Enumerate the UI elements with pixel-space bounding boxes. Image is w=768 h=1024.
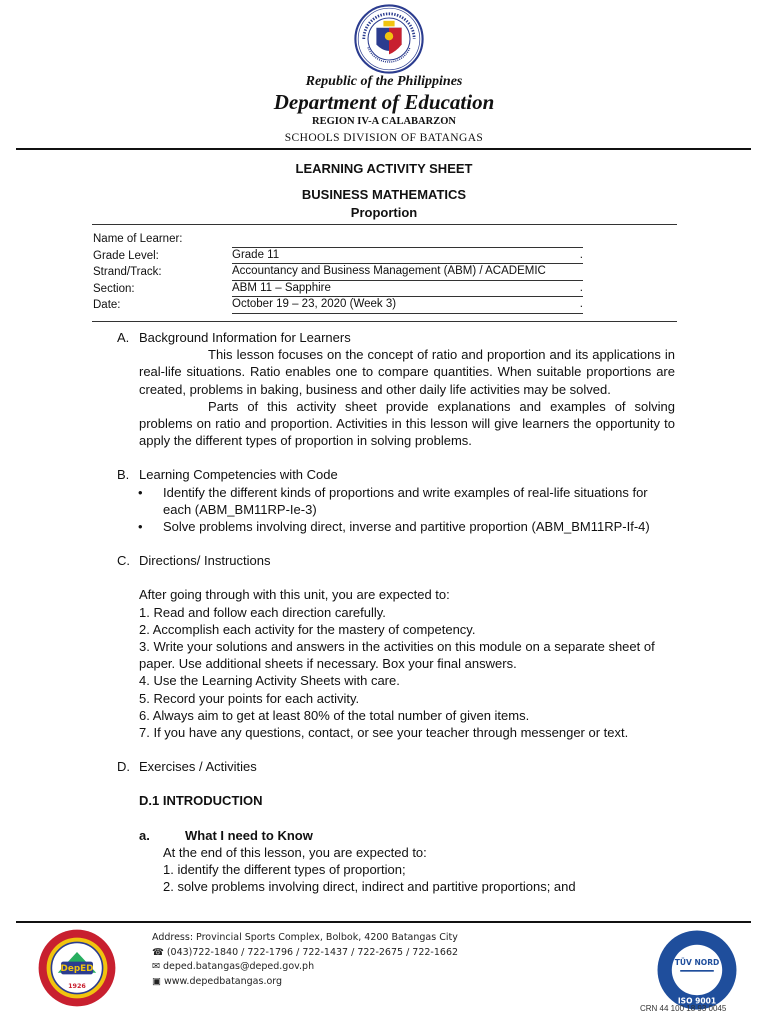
computer-icon: ▣ [152, 975, 161, 987]
section-d-letter: D. [117, 759, 130, 775]
left-logo-text: DepED [60, 964, 94, 975]
info-row-section [93, 281, 583, 298]
section-b-title: Learning Competencies with Code [139, 467, 338, 483]
crn-number: CRN 44 100 18 93 0045 [640, 1004, 727, 1013]
bullet-icon: • [138, 484, 143, 500]
d1a-intro: At the end of this lesson, you are expected to: [163, 844, 427, 860]
footer-email-line [152, 960, 458, 975]
d1a-item-2: 2. solve problems involving direct, indirect and partitive proportions; and [163, 879, 576, 895]
strand-value: Accountancy and Business Management (ABM) / ACADEMIC [232, 264, 583, 281]
left-logo-year: 1926 [68, 982, 86, 990]
section-d-title: Exercises / Activities [139, 759, 257, 775]
republic-heading: Republic of the Philippines [305, 74, 463, 89]
d1a-letter: a. [139, 827, 150, 843]
deped-batangas-logo [37, 928, 117, 1008]
envelope-icon: ✉ [152, 961, 160, 972]
deped-seal-logo [354, 4, 424, 74]
d1a-heading [117, 827, 675, 844]
footer-phone-line [152, 946, 458, 961]
info-top-divider [92, 224, 677, 225]
section-c-title: Directions/ Instructions [139, 553, 271, 569]
section-d-heading [117, 758, 675, 775]
footer-email[interactable]: deped.batangas@deped.gov.ph [162, 961, 315, 972]
directions-intro: After going through with this unit, you are expected to: [139, 587, 450, 603]
competency-list [117, 484, 675, 536]
info-bottom-divider [92, 321, 677, 322]
direction-item-7: 7. If you have any questions, contact, or see your teacher through messenger or text. [139, 725, 629, 741]
subject-title: BUSINESS MATHEMATICS [301, 187, 467, 202]
d1-introduction-heading: D.1 INTRODUCTION [139, 793, 263, 809]
info-row-strand [93, 264, 583, 281]
d1a-title: What I need to Know [185, 827, 313, 843]
section-b-heading [117, 466, 675, 483]
info-row-grade [93, 248, 583, 265]
section-field [232, 281, 583, 298]
tuv-nord-iso-logo [655, 928, 739, 1012]
date-label: Date: [93, 299, 121, 311]
date-field [232, 297, 583, 314]
footer-phone: (043)722-1840 / 722-1796 / 722-1437 / 722-2675 / 722-1662 [166, 946, 459, 958]
section-a-paragraph-1: This lesson focuses on the concept of ratio and proportion and its applications in real-life situations. Ratio enables one to compare quantities. When suitable proportions are created, problems in baking, business and other daily life activities may be solved. [139, 347, 675, 397]
footer-divider [16, 921, 751, 923]
info-row-name [93, 231, 583, 248]
section-value: ABM 11 – Sapphire [232, 281, 331, 294]
section-dot: . [579, 281, 583, 294]
footer-website-line [152, 975, 458, 990]
topic-title: Proportion [350, 205, 418, 220]
section-a-paragraph-2: Parts of this activity sheet provide explanations and examples of solving problems on ratio and proportion. Activities in this lesson will give learners the opportunity to apply the different types of proportion in solving problems. [139, 398, 675, 449]
section-c-heading [117, 552, 675, 569]
grade-field [232, 248, 583, 265]
direction-item-1: 1. Read and follow each direction carefully. [139, 604, 386, 620]
section-b-letter: B. [117, 467, 130, 483]
name-field[interactable] [232, 231, 583, 248]
list-item [138, 518, 675, 535]
direction-item-4: 4. Use the Learning Activity Sheets with care. [139, 673, 400, 689]
grade-label: Grade Level: [93, 249, 159, 262]
info-row-date [93, 297, 583, 314]
learner-info-block [93, 231, 583, 314]
bullet-icon: • [138, 519, 143, 535]
grade-value: Grade 11 [232, 248, 280, 261]
direction-item-2: 2. Accomplish each activity for the mastery of competency. [139, 621, 476, 637]
strand-label: Strand/Track: [93, 266, 162, 278]
section-a-title: Background Information for Learners [139, 330, 351, 345]
grade-dot: . [579, 248, 583, 261]
section-c-letter: C. [117, 553, 130, 569]
direction-item-3: 3. Write your solutions and answers in the activities on this module on a separate sheet of paper. Use additional sheets if necessary. Box your final answers. [139, 639, 655, 672]
competency-1: Identify the different kinds of proportions and write examples of real-life situations for each (ABM_BM11RP-Ie-3) [163, 484, 648, 517]
document-body [117, 329, 675, 895]
footer-website[interactable]: www.depedbatangas.org [163, 975, 283, 987]
division-heading: SCHOOLS DIVISION OF BATANGAS [284, 132, 484, 144]
footer-contact [152, 931, 458, 989]
department-heading: Department of Education [273, 90, 495, 114]
date-dot: . [579, 298, 583, 310]
list-item [138, 484, 675, 518]
section-a-heading [117, 329, 675, 346]
name-label: Name of Learner: [93, 233, 183, 245]
right-logo-text: TÜV NORD [674, 957, 720, 967]
sheet-title: LEARNING ACTIVITY SHEET [295, 161, 473, 176]
direction-item-6: 6. Always aim to get at least 80% of the total number of given items. [139, 707, 530, 723]
section-label: Section: [93, 282, 135, 295]
section-a-letter: A. [117, 330, 130, 345]
header-divider [16, 148, 751, 150]
right-logo-iso: ISO 9001 [677, 996, 717, 1006]
footer-address: Address: Provincial Sports Complex, Bolbok, 4200 Batangas City [152, 932, 458, 943]
phone-icon: ☎ [152, 946, 164, 958]
competency-2: Solve problems involving direct, inverse and partitive proportion (ABM_BM11RP-If-4) [163, 519, 650, 535]
d1a-item-1: 1. identify the different types of proportion; [163, 862, 406, 878]
direction-item-5: 5. Record your points for each activity. [139, 690, 360, 706]
region-heading: REGION IV-A CALABARZON [312, 116, 456, 127]
date-value: October 19 – 23, 2020 (Week 3) [232, 298, 397, 310]
